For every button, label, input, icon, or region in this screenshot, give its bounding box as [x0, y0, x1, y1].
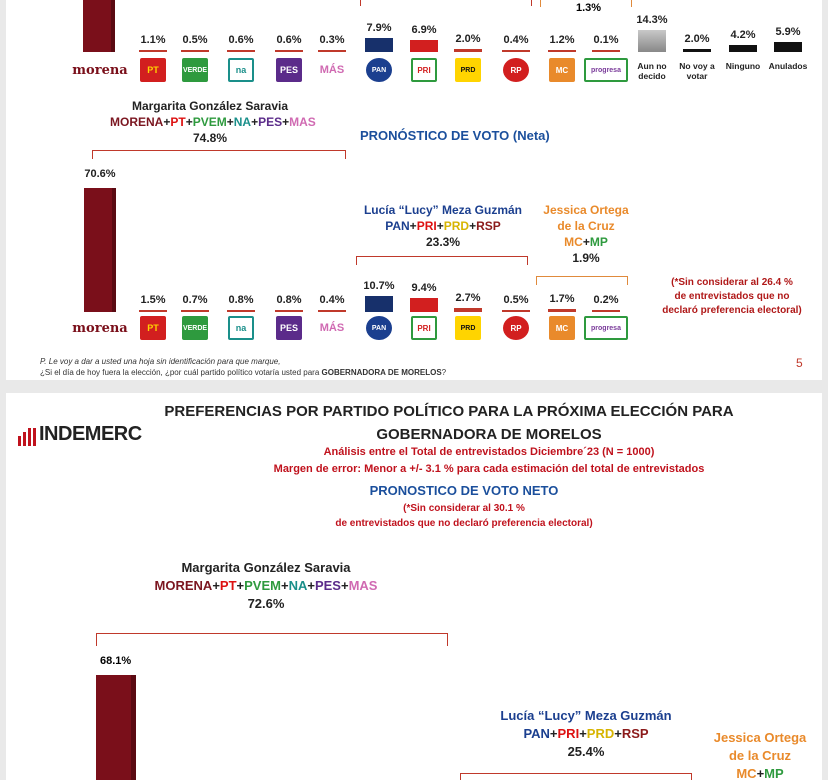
logo-net-mas-icon: MÁS: [319, 316, 345, 340]
question-line1: P. Le voy a dar a usted una hoja sin identificación para que marque,: [40, 357, 281, 366]
candidate1-parties: [110, 114, 316, 130]
party-mp: MP: [589, 235, 608, 249]
bar-anulados: [774, 42, 802, 52]
logo-progresa-icon: progresa: [584, 58, 628, 82]
logo-pri-icon: PRI: [411, 58, 437, 82]
category-label-3: Anulados: [768, 61, 808, 71]
bar-net-pan: [365, 296, 393, 312]
logo-mc-icon: MC: [549, 58, 575, 82]
coalition-bracket-red: [360, 0, 532, 6]
note-line3: declaró preferencia electoral): [662, 305, 802, 316]
bar-pt: [139, 50, 167, 52]
plus-sign: +: [307, 578, 315, 593]
exclusion-note: [642, 276, 822, 318]
candidate1-name: Margarita González Saravia: [131, 99, 289, 113]
label-rp: 0.4%: [503, 34, 529, 46]
party-prd: PRD: [586, 726, 615, 741]
label-net-na: 0.8%: [228, 294, 254, 306]
plus-sign: +: [340, 578, 349, 593]
party-pri: PRI: [416, 219, 437, 233]
s2-candidate2-parties: [486, 725, 686, 743]
candidate3-bracket: [536, 276, 628, 285]
party-pri: PRI: [557, 726, 580, 741]
logo-net-pes-icon: PES: [276, 316, 302, 340]
party-rsp: RSP: [476, 219, 501, 233]
label-anulados: 5.9%: [775, 25, 801, 38]
logo-net-morena-icon: morena: [72, 320, 128, 336]
party-morena: MORENA: [110, 115, 164, 129]
candidate3-name-line2: de la Cruz: [557, 219, 615, 233]
category-label-0: Aun no decido: [637, 61, 667, 81]
plus-sign: +: [163, 115, 171, 129]
logo-mas-icon: MÁS: [319, 58, 345, 82]
party-pes: PES: [258, 115, 283, 129]
candidate3-name-line1: Jessica Ortega: [543, 203, 629, 217]
label-aun-no-decido: 14.3%: [636, 14, 668, 26]
s2-candidate2-name: Lucía “Lucy” Meza Guzmán: [500, 708, 672, 723]
party-prd: PRD: [443, 219, 470, 233]
question-line2-end: ?: [441, 368, 447, 377]
logo-net-mc-icon: MC: [549, 316, 575, 340]
label-net-mas: 0.4%: [319, 294, 345, 306]
logo-rp-icon: RP: [503, 58, 529, 82]
plus-sign: +: [756, 766, 765, 780]
logo-pt-icon: PT: [140, 58, 166, 82]
bar-na: [227, 50, 255, 52]
slide2-note2: de entrevistados que no declaró preferencia electoral): [335, 518, 593, 529]
s2-candidate2-bracket: [460, 773, 692, 780]
slide2-subtitle: PRONOSTICO DE VOTO NETO: [369, 483, 559, 498]
chart-net-forecast: [6, 90, 822, 380]
chart-title: PRONÓSTICO DE VOTO (Neta): [360, 128, 550, 143]
chart-top-panel: [6, 0, 822, 90]
label-progresa: 0.1%: [593, 34, 619, 46]
s2-candidate1-total: 72.6%: [247, 596, 285, 611]
survey-question: [40, 356, 446, 378]
s2-candidate3-parties: [700, 765, 820, 780]
candidate2-name: Lucía “Lucy” Meza Guzmán: [363, 203, 523, 217]
plus-sign: +: [251, 115, 259, 129]
bar-net-pes: [275, 310, 303, 312]
candidate3-block: [536, 202, 636, 266]
party-na: NA: [288, 578, 308, 593]
plus-sign: +: [582, 235, 590, 249]
candidate2-block: [358, 202, 528, 250]
plus-sign: +: [409, 219, 417, 233]
bar-net-na: [227, 310, 255, 312]
candidate1-total: 74.8%: [192, 131, 228, 145]
s2-candidate3-block: [700, 729, 820, 780]
bar-pri: [410, 40, 438, 52]
label-pes: 0.6%: [276, 34, 302, 46]
logo-net-prd-icon: PRD: [455, 316, 481, 340]
plus-sign: +: [280, 578, 289, 593]
question-line2-text: ¿Si el día de hoy fuera la elección, ¿por cuál partido político votaría usted para: [40, 368, 322, 377]
logo-morena-icon: morena: [72, 62, 128, 78]
party-mc: MC: [736, 766, 757, 780]
bar-mas: [318, 50, 346, 52]
candidate1-bracket: [92, 150, 346, 159]
bar-net-morena: [84, 188, 116, 312]
label-pt: 1.1%: [140, 34, 166, 46]
note-line2: de entrevistados que no: [674, 291, 790, 302]
s2-candidate1-name: Margarita González Saravia: [181, 560, 351, 575]
logo-net-verde-icon: VERDE: [182, 316, 208, 340]
plus-sign: +: [436, 219, 444, 233]
bar-net-rp: [502, 310, 530, 312]
plus-sign: +: [226, 115, 234, 129]
party-rsp: RSP: [621, 726, 649, 741]
candidate3-total: 1.9%: [572, 251, 600, 265]
plus-sign: +: [282, 115, 290, 129]
bar-ninguno: [729, 45, 757, 52]
party-mas: MAS: [348, 578, 378, 593]
label-net-pan: 10.7%: [363, 280, 395, 292]
label-net-morena: 70.6%: [84, 168, 116, 180]
party-pan: PAN: [523, 726, 550, 741]
slide2-title-line2: GOBERNADORA DE MORELOS: [376, 426, 602, 443]
party-mc: MC: [564, 235, 583, 249]
bar-rp: [502, 50, 530, 52]
label-na: 0.6%: [228, 34, 254, 46]
label-mc: 1.2%: [549, 33, 575, 46]
logo-pes-icon: PES: [276, 58, 302, 82]
label-prd: 2.0%: [455, 32, 481, 45]
label-mas: 0.3%: [319, 34, 345, 46]
candidate2-total: 23.3%: [425, 235, 461, 249]
s2-morena-percent: 68.1%: [100, 655, 132, 667]
bar-morena: [83, 0, 115, 52]
label-no-voy-a-votar: 2.0%: [684, 32, 710, 45]
logo-prd-icon: PRD: [455, 58, 481, 82]
s2-candidate2-block: [486, 707, 686, 761]
slide-indemerc: [6, 393, 822, 780]
candidate1-block: [110, 98, 316, 146]
label-net-pt: 1.5%: [140, 293, 166, 306]
s2-candidate3-name2: de la Cruz: [728, 748, 792, 763]
note-line1: (*Sin considerar al 26.4 %: [671, 277, 793, 288]
bar-no-voy-a-votar: [683, 49, 711, 53]
analysis-text: Análisis entre el Total de entrevistados Diciembre´23 (N = 1000): [323, 446, 655, 458]
label-net-progresa: 0.2%: [593, 294, 619, 306]
bar-pes: [275, 50, 303, 52]
plus-sign: +: [549, 726, 558, 741]
s2-candidate2-total: 25.4%: [567, 744, 605, 759]
label-net-verde: 0.7%: [182, 294, 208, 306]
logo-net-na-icon: na: [228, 316, 254, 340]
margin-text: Margen de error: Menor a +/- 3.1 % para cada estimación del total de entrevistados: [273, 463, 705, 475]
logo-net-pan-icon: PAN: [366, 316, 392, 340]
s2-candidate1-block: [146, 559, 386, 613]
category-label-1: No voy a votar: [679, 61, 715, 81]
bar-net-verde: [181, 310, 209, 312]
question-line2: [40, 367, 446, 378]
bar-verde: [181, 50, 209, 52]
plus-sign: +: [212, 578, 220, 593]
plus-sign: +: [236, 578, 245, 593]
candidate3-parties: [536, 234, 636, 250]
plus-sign: +: [579, 726, 587, 741]
s2-candidate1-bracket: [96, 633, 448, 646]
slide-vote-forecast: [6, 0, 822, 380]
category-label-2: Ninguno: [725, 61, 761, 71]
bar-aun-no-decido: [638, 30, 666, 52]
label-net-mc: 1.7%: [549, 293, 575, 306]
party-pt: PT: [170, 115, 186, 129]
label-net-pri: 9.4%: [411, 281, 437, 294]
slide2-note1: (*Sin considerar al 30.1 %: [403, 503, 525, 514]
bar-net-mc: [548, 309, 576, 312]
logo-net-progresa-icon: progresa: [584, 316, 628, 340]
bar-net-prd: [454, 308, 482, 312]
s2-candidate3-name1: Jessica Ortega: [713, 730, 807, 745]
party-pvem: PVEM: [192, 115, 227, 129]
logo-net-pri-icon: PRI: [411, 316, 437, 340]
logo-verde-icon: VERDE: [182, 58, 208, 82]
party-morena: MORENA: [154, 578, 213, 593]
party-pvem: PVEM: [244, 578, 281, 593]
label-net-prd: 2.7%: [455, 291, 481, 304]
coalition-percent: 1.3%: [576, 2, 602, 14]
question-line2-bold: GOBERNADORA DE MORELOS: [321, 368, 442, 377]
party-pan: PAN: [385, 219, 410, 233]
label-net-pes: 0.8%: [276, 294, 302, 306]
label-pan: 7.9%: [366, 22, 392, 35]
candidate2-bracket: [356, 256, 528, 265]
s2-bar-morena: [96, 675, 136, 780]
party-mas: MAS: [289, 115, 316, 129]
label-net-rp: 0.5%: [503, 294, 529, 306]
bar-net-progresa: [592, 310, 620, 312]
bar-net-pt: [139, 310, 167, 312]
plus-sign: +: [614, 726, 622, 741]
party-na: NA: [233, 115, 252, 129]
plus-sign: +: [469, 219, 477, 233]
slide2-title-line1: PREFERENCIAS POR PARTIDO POLÍTICO PARA LA PRÓXIMA ELECCIÓN PARA: [164, 403, 734, 420]
plus-sign: +: [185, 115, 193, 129]
logo-na-icon: na: [228, 58, 254, 82]
party-pes: PES: [314, 578, 341, 593]
candidate2-parties: [358, 218, 528, 234]
party-pt: PT: [219, 578, 237, 593]
label-pri: 6.9%: [411, 23, 437, 36]
logo-pan-icon: PAN: [366, 58, 392, 82]
party-mp: MP: [764, 766, 784, 780]
logo-net-rp-icon: RP: [503, 316, 529, 340]
bar-net-pri: [410, 298, 438, 312]
bar-net-mas: [318, 310, 346, 312]
brand-name: INDEMERC: [39, 423, 142, 445]
page-number: 5: [796, 356, 803, 370]
bar-mc: [548, 50, 576, 52]
bar-progresa: [592, 50, 620, 52]
bar-pan: [365, 38, 393, 52]
label-verde: 0.5%: [182, 34, 208, 46]
s2-candidate1-parties: [146, 577, 386, 595]
logo-net-pt-icon: PT: [140, 316, 166, 340]
bar-prd: [454, 49, 482, 53]
label-ninguno: 4.2%: [730, 28, 756, 41]
